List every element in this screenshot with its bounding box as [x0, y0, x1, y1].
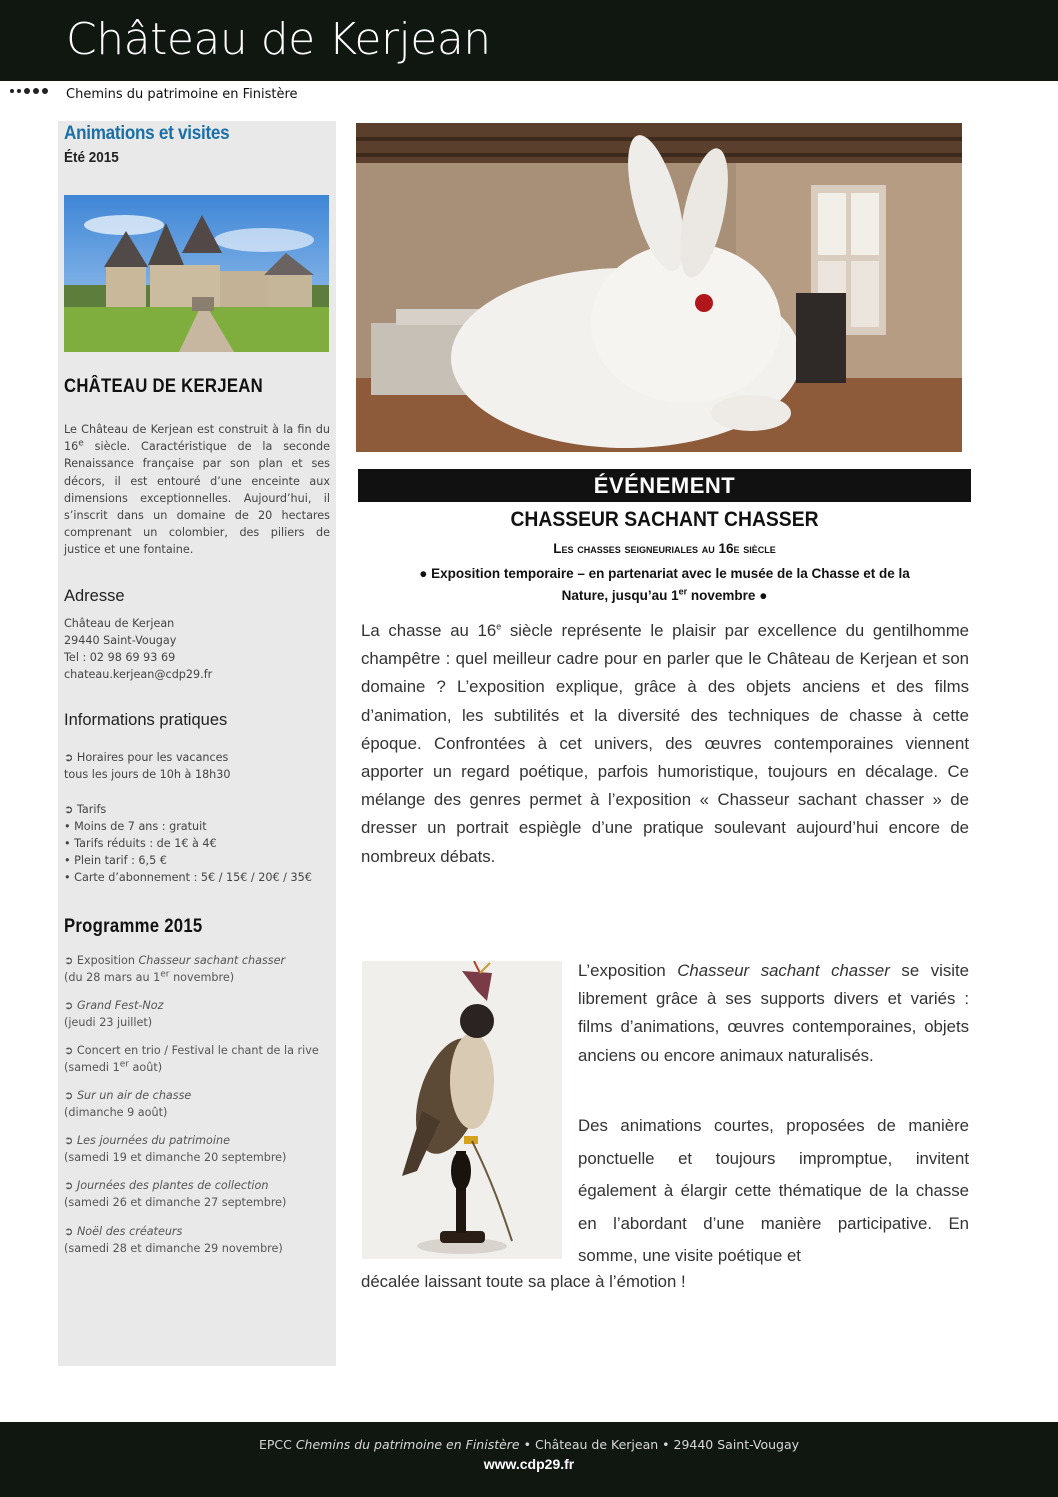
- program-item: ➲ Noël des créateurs (samedi 28 et dimanche 29 novembre): [64, 1225, 283, 1255]
- visit-description: L’exposition Chasseur sachant chasser se visite librement grâce à ses supports divers et variés : films d’animations, œuvres contemporaines, objets anciens ou encore animaux naturalisés.: [578, 961, 969, 1065]
- animations-description: Des animations courtes, proposées de manière ponctuelle et toujours impromptue, invitent également à élargir cette thématique de la chasse en l’abordant d’une manière participative. En somme, une visite poétique et: [578, 1116, 969, 1265]
- tarifs-block: [64, 801, 334, 886]
- falcon-photo: [362, 961, 562, 1259]
- event-subtitle: Les chasses seigneuriales au 16e siècle: [553, 541, 776, 556]
- sidebar-season: Été 2015: [64, 149, 119, 166]
- program-item: ➲ Journées des plantes de collection (samedi 26 et dimanche 27 septembre): [64, 1179, 287, 1209]
- footer-website-link[interactable]: www.cdp29.fr: [483, 1456, 575, 1472]
- sidebar-heading: Animations et visites: [64, 123, 230, 144]
- info-title: Informations pratiques: [64, 711, 228, 729]
- address-title: Adresse: [64, 587, 125, 605]
- tarif-line: • Carte d’abonnement : 5€ / 15€ / 20€ / 35€: [64, 871, 312, 884]
- footer: [0, 1422, 1058, 1497]
- castle-description: Le Château de Kerjean est construit à la fin du 16e siècle. Caractéristique de la seconde Renaissance française par son plan et ses décors, il est entouré d’une enceinte aux dimensions exceptionnelles. Aujourd’hui, il s’inscrit dans un domaine de 20 hectares comprenant un colombier, des piliers de justice et une fontaine.: [64, 423, 330, 557]
- footer-address: EPCC Chemins du patrimoine en Finistère • Château de Kerjean • 29440 Saint-Vougay: [258, 1437, 800, 1452]
- sidebar: [58, 121, 336, 1366]
- hours-line: tous les jours de 10h à 18h30: [64, 768, 231, 781]
- phone-line: Tel : 02 98 69 93 69: [64, 651, 176, 664]
- brand-dots-icon: [10, 88, 48, 94]
- tarif-line: • Tarifs réduits : de 1€ à 4€: [64, 837, 217, 850]
- program-item: ➲ Exposition Chasseur sachant chasser (du 28 mars au 1er novembre): [64, 954, 286, 984]
- castle-photo: [64, 195, 329, 352]
- castle-section-title: CHÂTEAU DE KERJEAN: [64, 376, 263, 397]
- event-title: CHASSEUR SACHANT CHASSER: [510, 508, 819, 531]
- program-item: ➲ Concert en trio / Festival le chant de la rive (samedi 1er août): [64, 1044, 319, 1074]
- program-title: Programme 2015: [64, 916, 203, 937]
- tarif-line: • Plein tarif : 6,5 €: [64, 854, 167, 867]
- program-item: ➲ Les journées du patrimoine (samedi 19 et dimanche 20 septembre): [64, 1134, 287, 1164]
- closing-line: décalée laissant toute sa place à l’émotion !: [361, 1272, 686, 1291]
- email-link[interactable]: chateau.kerjean@cdp29.fr: [64, 668, 213, 681]
- address-block: [64, 615, 334, 683]
- event-description: La chasse au 16e siècle représente le plaisir par excellence du gentilhomme champêtre : quel meilleur cadre pour en parler que le Château de Kerjean et son domaine ? L’exposition explique, grâce à des objets anciens et des films d’animation, les subtilités et la diversité des techniques de chasse à cette époque. Confrontées à cet univers, des œuvres contemporaines viennent apporter un regard poétique, parfois humoristique, toujours en décalage. Ce mélange des genres permet à l’exposition « Chasseur sachant chasser » de dresser un portrait espiègle d’une pratique soulevant aujourd’hui encore de nombreux débats.: [361, 621, 970, 866]
- address-line: 29440 Saint-Vougay: [64, 634, 177, 647]
- tarif-line: ➲ Tarifs: [64, 803, 107, 816]
- rabbit-sculpture-photo: [356, 123, 962, 452]
- exhibition-info: ● Exposition temporaire – en partenariat avec le musée de la Chasse et de la Nature, jusqu’au 1er novembre ●: [419, 566, 910, 603]
- tarif-line: • Moins de 7 ans : gratuit: [64, 820, 207, 833]
- header-bar: [0, 0, 1058, 81]
- program-item: ➲ Sur un air de chasse (dimanche 9 août): [64, 1089, 192, 1119]
- hours-block: [64, 749, 334, 783]
- address-line: Château de Kerjean: [64, 617, 175, 630]
- site-subtitle: Chemins du patrimoine en Finistère: [66, 87, 298, 102]
- hours-line: ➲ Horaires pour les vacances: [64, 751, 229, 764]
- event-banner: ÉVÉNEMENT: [358, 469, 971, 502]
- site-title: Château de Kerjean: [66, 14, 491, 65]
- program-item: ➲ Grand Fest-Noz (jeudi 23 juillet): [64, 999, 164, 1029]
